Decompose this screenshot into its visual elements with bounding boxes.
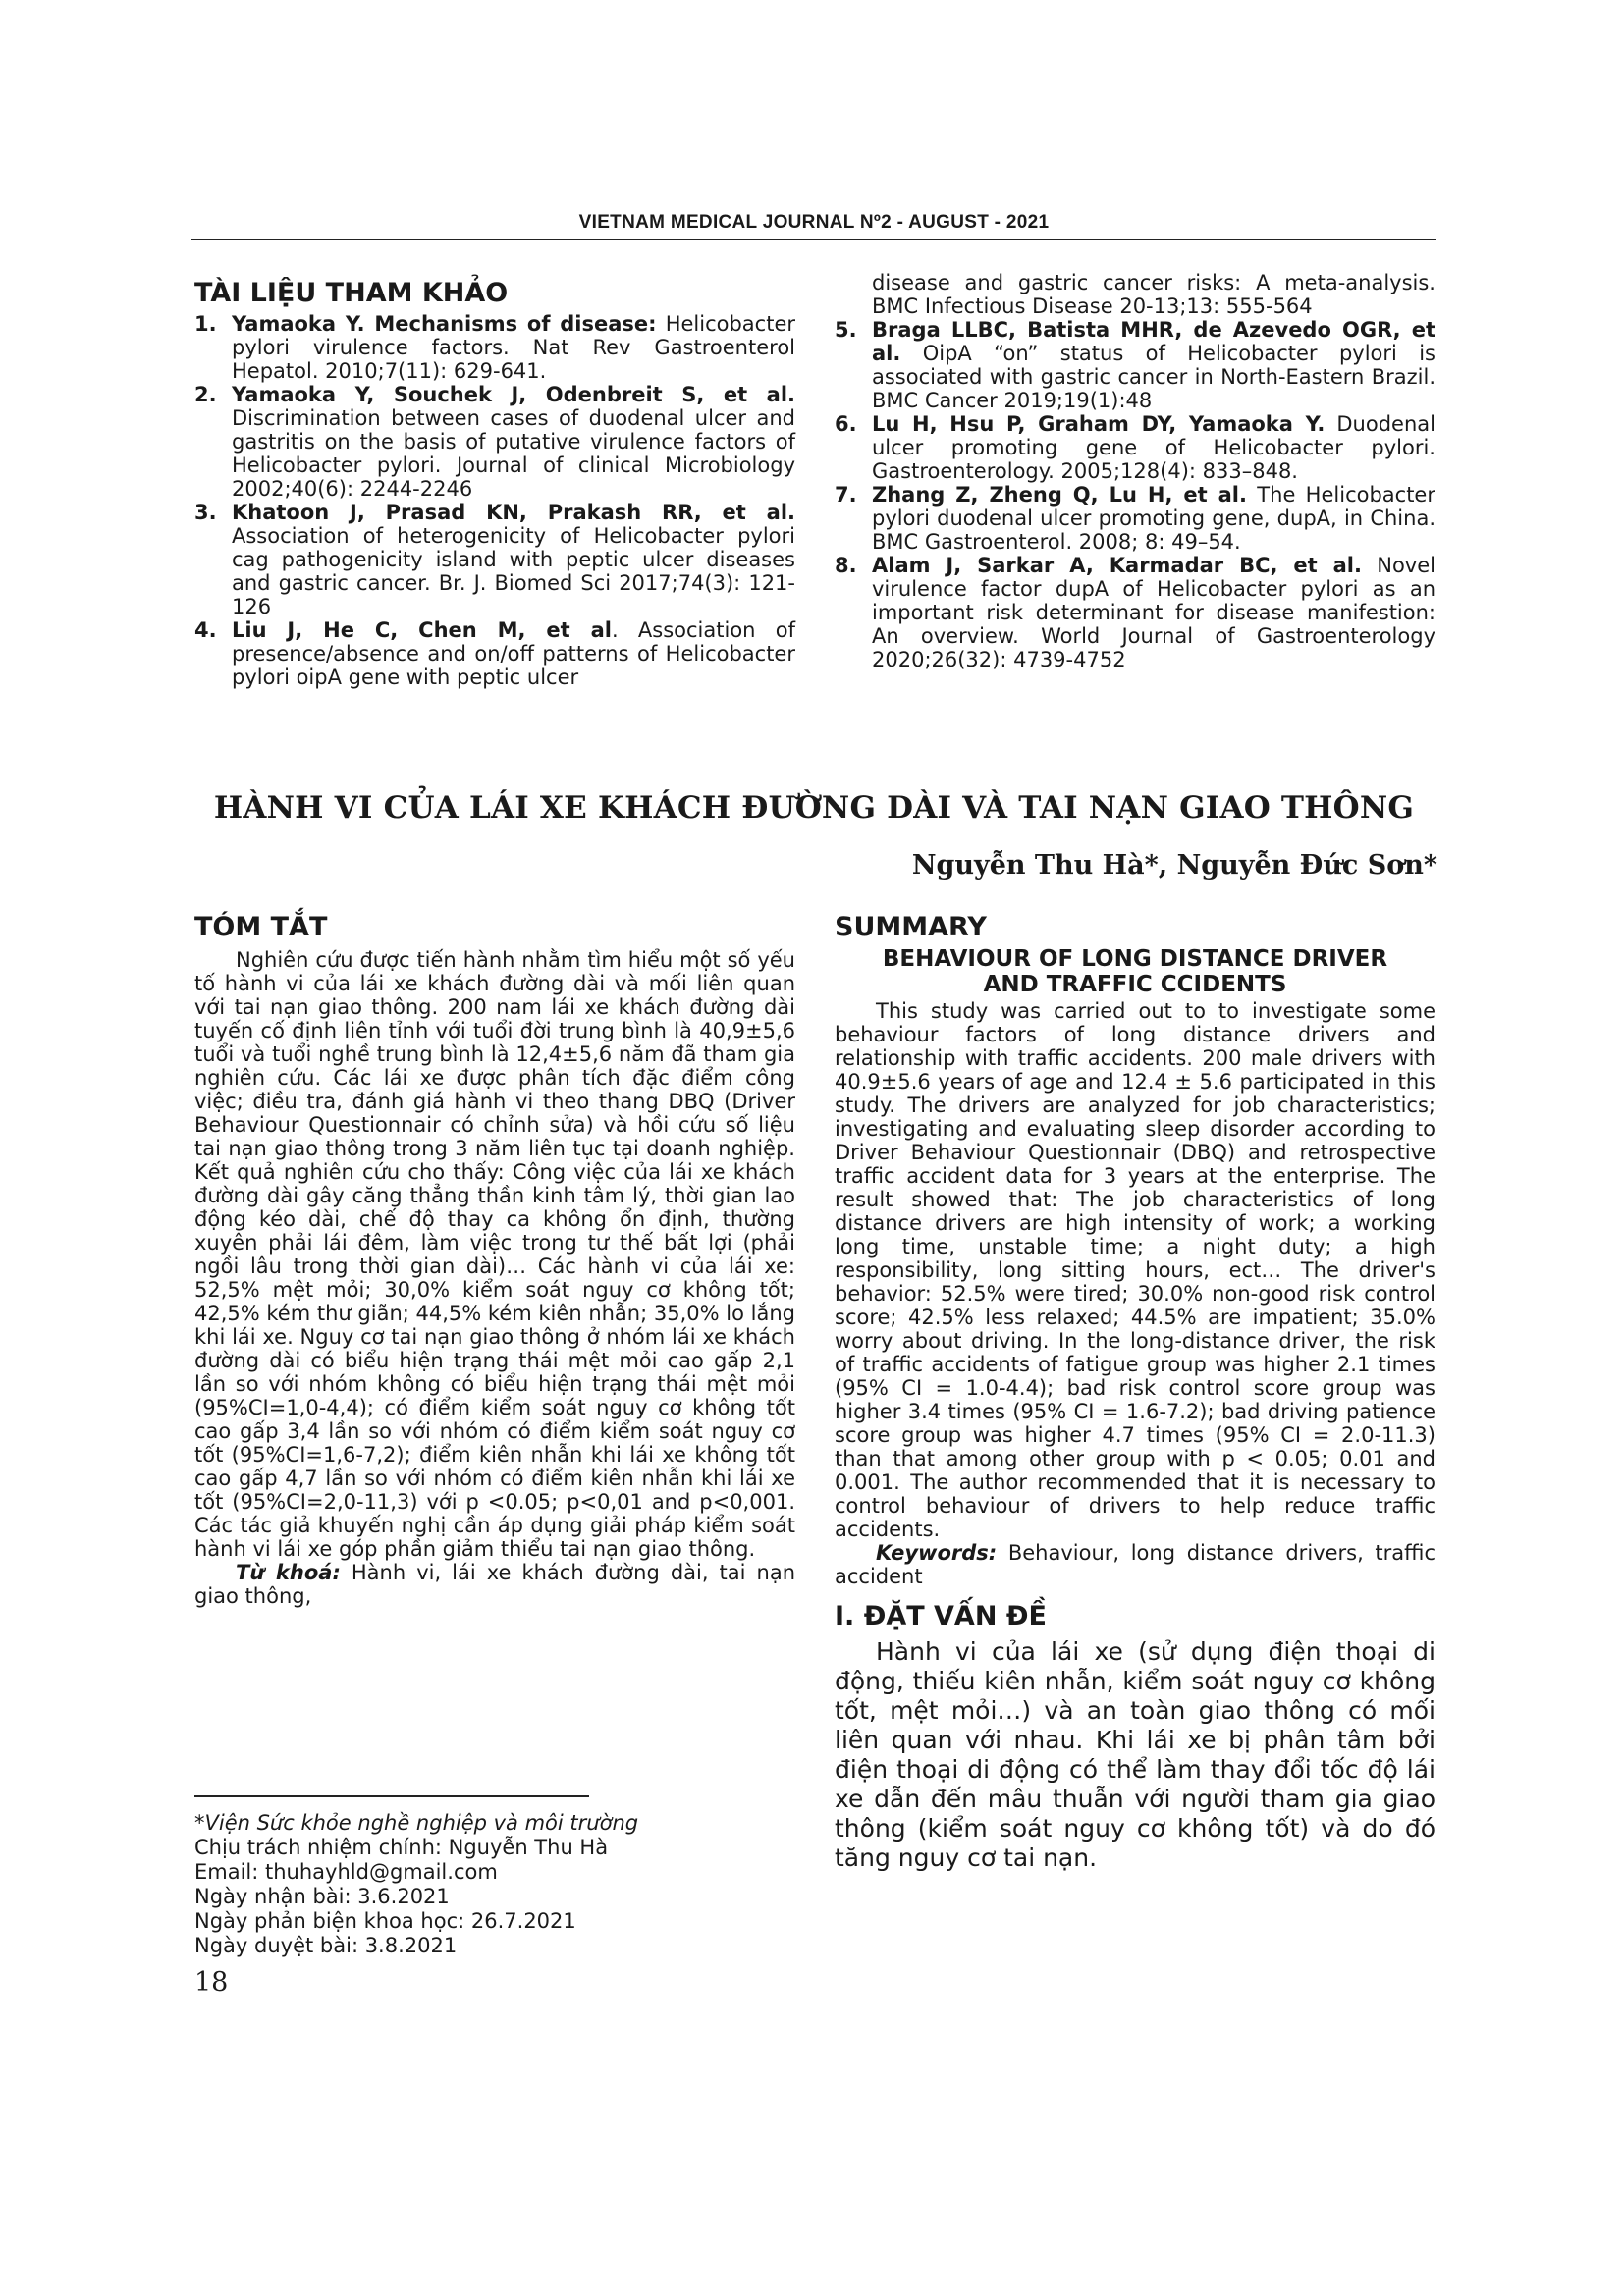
references-list-left: [194, 312, 795, 689]
article-authors: Nguyễn Thu Hà*, Nguyễn Đức Sơn*: [911, 850, 1437, 881]
reference-authors: Braga LLBC, Batista MHR, de Azevedo OGR, et al.: [872, 318, 1435, 365]
footnote-approved: Ngày duyệt bài: 3.8.2021: [194, 1934, 458, 1957]
footnote-responsible: Chịu trách nhiệm chính: Nguyễn Thu Hà: [194, 1836, 609, 1859]
page-number: 18: [194, 1967, 229, 1998]
reference-item: [835, 412, 1435, 483]
reference-number: 2.: [194, 383, 217, 406]
reference-number: 8.: [835, 554, 857, 577]
reference-authors: Khatoon J, Prasad KN, Prakash RR, et al.: [232, 501, 795, 524]
reference-text: Novel virulence factor dupA of Helicobacter pylori as an important risk determinant for disease manifestion: An overview. World Journal of Gastroenterology 2020;26(32): 4739-4752: [872, 554, 1435, 671]
summary-en-column: [835, 911, 1435, 1873]
reference-item: [835, 318, 1435, 412]
reference-number: 4.: [194, 618, 217, 642]
footnote: [194, 1811, 795, 1958]
footnote-reviewed: Ngày phản biện khoa học: 26.7.2021: [194, 1909, 576, 1933]
header-rule: [191, 239, 1436, 240]
reference-item: [194, 618, 795, 689]
reference-number: 7.: [835, 483, 857, 507]
abstract-vi-body: Nghiên cứu được tiến hành nhằm tìm hiểu một số yếu tố hành vi của lái xe khách đường dài và mối liên quan với tai nạn giao thông. 200 nam lái xe khách đường dài tuyến cố định liên tỉnh với tuổi đời trung bình là 40,9±5,6 tuổi và tuổi nghề trung bình là 12,4±5,6 năm đã tham gia nghiên cứu. Các lái xe được phân tích đặc điểm công việc; điều tra, đánh giá hành vi theo thang DBQ (Driver Behaviour Questionnair có chỉnh sửa) và hồi cứu số liệu tai nạn giao thông trong 3 năm liên tục tại doanh nghiệp. Kết quả nghiên cứu cho thấy: Công việc của lái xe khách đường dài gây căng thẳng thần kinh tâm lý, thời gian lao động kéo dài, chế độ thay ca không ổn định, thường xuyên phải lái đêm, làm việc trong tư thế bất lợi (phải ngồi lâu trong thời gian dài)… Các hành vi của lái xe: 52,5% mệt mỏi; 30,0% kiểm soát nguy cơ không tốt; 42,5% kém thư giãn; 44,5% kém kiên nhẫn; 35,0% lo lắng khi lái xe. Nguy cơ tai nạn giao thông ở nhóm lái xe khách đường dài có biểu hiện trạng thái mệt mỏi cao gấp 2,1 lần so với nhóm không có biểu hiện trạng thái mệt mỏi (95%CI=1,0-4,4); có điểm kiểm soát nguy cơ không tốt cao gấp 3,4 lần so với nhóm có điểm kiểm soát nguy cơ tốt (95%CI=1,6-7,2); điểm kiên nhẫn khi lái xe không tốt cao gấp 4,7 lần so với nhóm có điểm kiên nhẫn khi lái xe tốt (95%CI=2,0-11,3) với p <0.05; p<0,01 and p<0,001. Các tác giả khuyến nghị cần áp dụng giải pháp kiểm soát hành vi lái xe góp phần giảm thiểu tai nạn giao thông.: [194, 948, 795, 1561]
footnote-affiliation: *Viện Sức khỏe nghề nghiệp và môi trường: [194, 1811, 639, 1835]
reference-item: [194, 501, 795, 618]
intro-heading: I. ĐẶT VẤN ĐỀ: [835, 1601, 1047, 1631]
references-right-column: [835, 271, 1435, 671]
reference-item: [194, 383, 795, 501]
summary-title-line2: AND TRAFFIC CCIDENTS: [983, 972, 1287, 997]
reference-text: The Helicobacter pylori duodenal ulcer promoting gene, dupA, in China. BMC Gastroenterol. 2008; 8: 49–54.: [872, 483, 1435, 554]
reference-authors: Alam J, Sarkar A, Karmadar BC, et al.: [872, 554, 1362, 577]
reference-continued: disease and gastric cancer risks: A meta-analysis. BMC Infectious Disease 20-13;13: 555-564: [872, 271, 1435, 318]
reference-number: 6.: [835, 412, 857, 436]
footnote-received: Ngày nhận bài: 3.6.2021: [194, 1885, 450, 1908]
reference-text: Association of heterogenicity of Helicobacter pylori cag pathogenicity island with peptic ulcer diseases and gastric cancer. Br. J. Biomed Sci 2017;74(3): 121-126: [232, 524, 795, 618]
abstract-vi-keywords: [194, 1561, 795, 1608]
reference-number: 3.: [194, 501, 217, 524]
reference-item: [835, 483, 1435, 554]
reference-item: [194, 312, 795, 383]
summary-keywords: [835, 1541, 1435, 1588]
article-title: HÀNH VI CỦA LÁI XE KHÁCH ĐƯỜNG DÀI VÀ TAI NẠN GIAO THÔNG: [213, 790, 1415, 826]
reference-text: . Association of presence/absence and on/off patterns of Helicobacter pylori oipA gene with peptic ulcer: [232, 618, 795, 689]
footnote-email: Email: thuhayhld@gmail.com: [194, 1860, 498, 1884]
keywords-vi-text: Hành vi, lái xe khách đường dài, tai nạn giao thông,: [194, 1561, 795, 1608]
reference-authors: Liu J, He C, Chen M, et al: [232, 618, 612, 642]
reference-authors: Lu H, Hsu P, Graham DY, Yamaoka Y.: [872, 412, 1326, 436]
reference-item: [835, 554, 1435, 671]
summary-heading: SUMMARY: [835, 912, 987, 942]
keywords-en-text: Behaviour, long distance drivers, traffic accident: [835, 1541, 1435, 1588]
reference-number: 5.: [835, 318, 857, 342]
references-heading: TÀI LIỆU THAM KHẢO: [194, 278, 509, 308]
summary-body: This study was carried out to to investigate some behaviour factors of long distance drivers and relationship with traffic accidents. 200 male drivers with 40.9±5.6 years of age and 12.4 ± 5.6 participated in this study. The drivers are analyzed for job characteristics; investigating and evaluating sleep disorder according to Driver Behaviour Questionnair (DBQ) and retrospective traffic accident data for 3 years at the enterprise. The result showed that: The job characteristics of long distance drivers are high intensity of work; a working long time, unstable time; a night duty; a high responsibility, long sitting hours, ect… The driver's behavior: 52.5% were tired; 30.0% non-good risk control score; 42.5% less relaxed; 44.5% are impatient; 35.0% worry about driving. In the long-distance driver, the risk of traffic accidents of fatigue group was higher 2.1 times (95% CI = 1.0-4.4); bad risk control score group was higher 3.4 times (95% CI = 1.6-7.2); bad driving patience score group was higher 4.7 times (95% CI = 2.0-11.3) than that among other group with p < 0.05; 0.01 and 0.001. The author recommended that it is necessary to control behaviour of drivers to help reduce traffic accidents.: [835, 999, 1435, 1541]
journal-header: VIETNAM MEDICAL JOURNAL Nº2 - AUGUST - 2021: [578, 212, 1050, 233]
keywords-vi-label: Từ khoá:: [236, 1561, 341, 1584]
reference-text: OipA “on” status of Helicobacter pylori is associated with gastric cancer in North-Eastern Brazil. BMC Cancer 2019;19(1):48: [872, 342, 1435, 412]
reference-text: Duodenal ulcer promoting gene of Helicobacter pylori. Gastroenterology. 2005;128(4): 833–848.: [872, 412, 1435, 483]
reference-authors: Zhang Z, Zheng Q, Lu H, et al.: [872, 483, 1247, 507]
keywords-en-label: Keywords:: [876, 1541, 998, 1565]
reference-number: 1.: [194, 312, 217, 336]
references-list-right: [835, 318, 1435, 671]
reference-authors: Yamaoka Y. Mechanisms of disease:: [232, 312, 657, 336]
summary-title-line1: BEHAVIOUR OF LONG DISTANCE DRIVER: [882, 946, 1388, 972]
abstract-vi-heading: TÓM TẮT: [194, 912, 328, 942]
reference-text: Helicobacter pylori virulence factors. Nat Rev Gastroenterol Hepatol. 2010;7(11): 629-641.: [232, 312, 795, 383]
references-left-column: [194, 277, 795, 689]
reference-authors: Yamaoka Y, Souchek J, Odenbreit S, et al.: [232, 383, 795, 406]
reference-text: Discrimination between cases of duodenal ulcer and gastritis on the basis of putative virulence factors of Helicobacter pylori. Journal of clinical Microbiology 2002;40(6): 2244-2246: [232, 406, 795, 501]
footnote-rule: [194, 1795, 589, 1797]
intro-body: Hành vi của lái xe (sử dụng điện thoại di động, thiếu kiên nhẫn, kiểm soát nguy cơ không tốt, mệt mỏi…) và an toàn giao thông có mối liên quan với nhau. Khi lái xe bị phân tâm bởi điện thoại di động có thể làm thay đổi tốc độ lái xe dẫn đến mâu thuẫn với người tham gia giao thông (kiểm soát nguy cơ không tốt) và do đó tăng nguy cơ tai nạn.: [835, 1637, 1435, 1872]
abstract-vi-column: [194, 911, 795, 1608]
